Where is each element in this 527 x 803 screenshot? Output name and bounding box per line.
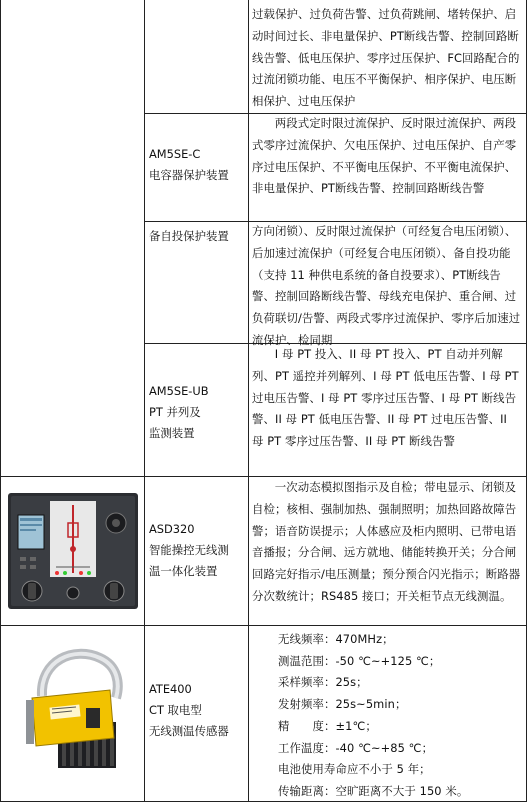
spec-list [278,629,524,803]
table-row [252,221,522,352]
description-text: 两段式定时限过流保护、反时限过流保护、两段式零序过流保护、欠电压保护、过电压保护、自产零序过电压保护、不平衡电压保护、不平衡电流保护、非电量保护、PT断线告警、控制回路断线告警 [252,116,517,196]
device-name-line: 智能操控无线测 [149,543,229,557]
description-text: 一次动态模拟图指示及自检；带电显示、闭锁及自检；核相、强制加热、强制照明；加热回路故障告警；语音防误提示；人体感应及柜内照明、已带电语音播报；分合闸、远方就地、储能转换开关；分合闸回路完好指示/电压测量；预分预合闪光指示；断路器分次数统计；RS485 接口；开关柜节点无线测温。 [252,480,521,603]
spec-item: 无线频率：470MHz； [278,632,394,646]
spec-item: 传输距离：空旷距离不大于 150 米。 [278,783,469,798]
device-name [149,226,245,247]
table-border [0,0,1,802]
device-name [149,381,245,444]
description-text: I 母 PT 投入、II 母 PT 投入、PT 自动并列解列、PT 遥控并列解列、I 母 PT 低电压告警、I 母 PT 过电压告警、I 母 PT 零序过压告警、I 母 PT 断线告警、II 母 PT 低电压告警、II 母 PT 过电压告警、II 母 PT 零序过压告警、II 母 PT 断线告警 [252,347,519,449]
device-name-line: CT 取电型 [149,703,202,717]
device-name-line: ATE400 [149,682,192,696]
table-border [0,625,527,626]
table-row [252,477,522,608]
spec-item: 电池使用寿命应不小于 5 年； [278,762,431,777]
description-text: 过载保护、过负荷告警、过负荷跳闸、堵转保护、启动时间过长、非电量保护、PT断线告警、控制回路断线告警、低电压保护、零序过压保护、FC回路配合的过流闭锁功能、电压不平衡保护、相序保护、电压断相保护、过电压保护 [252,7,520,109]
table-row [252,113,522,200]
device-name-line: AM5SE-UB [149,384,209,398]
spec-item: 发射频率：25s~5min； [278,697,407,712]
device-name-line: 备自投保护装置 [149,229,229,243]
spec-item: 精 度：±1℃； [278,718,377,733]
device-name-line: AM5SE-C [149,147,201,161]
device-name-line: PT 并列及 [149,405,201,419]
table-border [248,0,249,802]
device-name [149,519,245,582]
device-name-line: 监测装置 [149,426,195,440]
device-name-line: 电容器保护装置 [149,168,229,182]
spec-item: 测温范围：-50 ℃~+125 ℃； [278,653,441,668]
device-name-line: ASD320 [149,522,195,536]
table-row [252,344,522,453]
spec-item: 工作温度：-40 ℃~+85 ℃； [278,740,434,755]
ate400-sensor-image [14,640,138,790]
asd320-device-image [8,487,138,615]
device-name-line: 温一体化装置 [149,564,218,578]
spec-item: 采样频率：25s； [278,675,368,690]
description-text: 方向闭锁）、反时限过流保护（可经复合电压闭锁）、后加速过流保护（可经复合电压闭锁）、备自投功能（支持 11 种供电系统的备自投要求）、PT断线告警、控制回路断线告警、母线充电保护、重合闸、过负荷联切/告警、两段式零序过流保护、零序后加速过流保护、检同期 [252,224,521,347]
device-name [149,679,245,742]
table-row [252,4,522,113]
device-name-line: 无线测温传感器 [149,724,229,738]
table-border [144,0,145,802]
device-name [149,144,245,186]
